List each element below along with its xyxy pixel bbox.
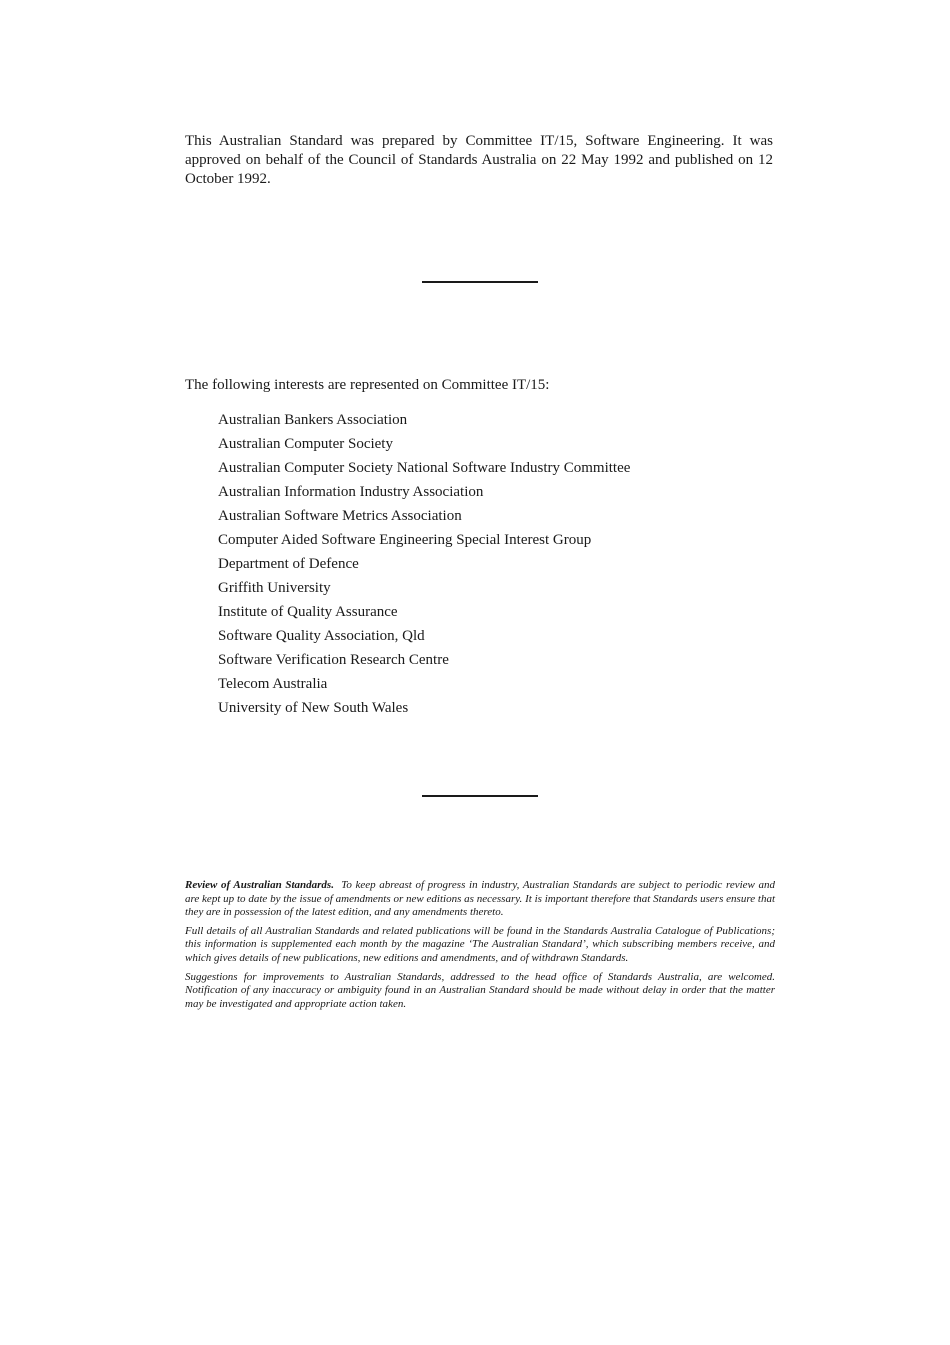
catalogue-paragraph: Full details of all Australian Standards and related publications will be found in the Standards Australia Catalogue of Publications; this information is supplemented each month by the magazine ‘The Australian Standard’, which subscribing members receive, and which gives details of new publications, new editions and amendments, and of withdrawn Standards. (185, 924, 775, 964)
list-item: Australian Bankers Association (218, 412, 408, 428)
list-item: Australian Computer Society National Software Industry Committee (218, 460, 631, 476)
committee-member-list (218, 410, 630, 722)
section-divider (422, 281, 538, 283)
section-divider (422, 795, 538, 797)
list-item: Telecom Australia (218, 676, 328, 692)
list-item: Software Verification Research Centre (218, 652, 449, 668)
list-item: Department of Defence (218, 556, 359, 572)
list-item: Australian Information Industry Association (218, 484, 484, 500)
review-text: To keep abreast of progress in industry, Australian Standards are subject to periodic review and are kept up to date by the issue of amendments or new editions as necessary. It is important therefore that Standards users ensure that they are in possession of the latest edition, and any amendments thereto. (185, 879, 775, 919)
list-item: Griffith University (218, 580, 331, 596)
list-item: Australian Computer Society (218, 436, 393, 452)
review-notice (185, 879, 775, 1016)
list-item: University of New South Wales (218, 700, 409, 716)
list-item: Computer Aided Software Engineering Special Interest Group (218, 532, 592, 548)
list-item: Institute of Quality Assurance (218, 604, 398, 620)
interests-heading: The following interests are represented on Committee IT/15: (185, 377, 550, 393)
review-paragraph (185, 879, 775, 920)
list-item: Australian Software Metrics Association (218, 508, 462, 524)
preparation-statement: This Australian Standard was prepared by Committee IT/15, Software Engineering. It was approved on behalf of the Council of Standards Australia on 22 May 1992 and published on 12 October 1992. (185, 133, 773, 187)
list-item: Software Quality Association, Qld (218, 628, 425, 644)
review-lead: Review of Australian Standards. (185, 879, 334, 891)
suggestions-paragraph: Suggestions for improvements to Australian Standards, addressed to the head office of Standards Australia, are welcomed. Notification of any inaccuracy or ambiguity found in an Australian Standard should be made without delay in order that the matter may be investigated and appropriate action taken. (185, 970, 775, 1010)
